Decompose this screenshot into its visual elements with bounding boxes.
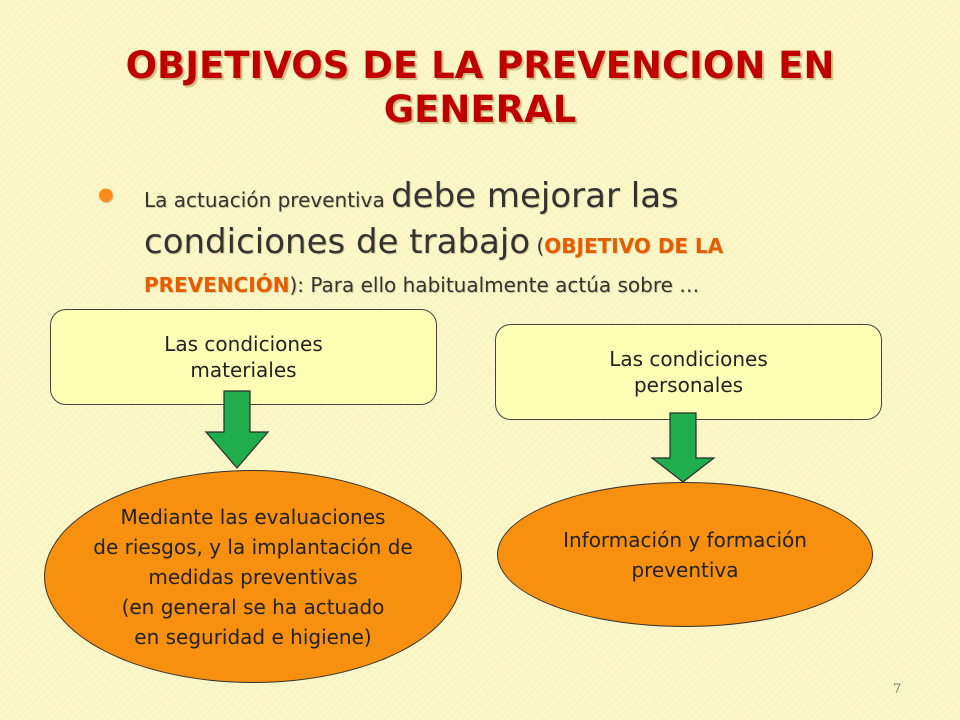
- down-arrow-icon-right: [650, 412, 716, 484]
- bullet-line-1: [116, 176, 906, 222]
- oval-label-formacion: Información y formación preventiva: [563, 527, 807, 582]
- bullet-text-condiciones: condiciones de trabajo: [144, 222, 531, 262]
- bullet-paragraph: [98, 176, 906, 304]
- oval-informacion-formacion: [497, 482, 873, 627]
- bullet-line-3: [116, 268, 906, 304]
- bullet-text-objetivo: OBJETIVO DE LA: [544, 234, 724, 258]
- bullet-line-2: [116, 222, 906, 268]
- box-condiciones-personales: [495, 324, 882, 420]
- page-number: 7: [893, 682, 902, 697]
- bullet-text-emphasis: debe mejorar las: [391, 176, 679, 216]
- page-title: OBJETIVOS DE LA PREVENCION EN GENERAL: [125, 44, 835, 131]
- oval-evaluaciones-riesgos: [44, 470, 462, 683]
- bullet-text-prevencion: PREVENCIÓN: [144, 273, 290, 297]
- bullet-icon: ●: [98, 184, 114, 205]
- box-label-personales: Las condiciones personales: [609, 347, 768, 397]
- box-label-materiales: Las condiciones materiales: [164, 332, 323, 382]
- bullet-text-tail: ): Para ello habitualmente actúa sobre …: [289, 273, 700, 297]
- down-arrow-icon-left: [204, 390, 270, 470]
- bullet-text-paren-open: (: [530, 234, 545, 258]
- bullet-text-intro: La actuación preventiva: [144, 188, 392, 212]
- oval-label-evaluaciones: Mediante las evaluaciones de riesgos, y la implantación de medidas preventivas (en general se ha actuado en seguridad e higiene): [93, 504, 413, 649]
